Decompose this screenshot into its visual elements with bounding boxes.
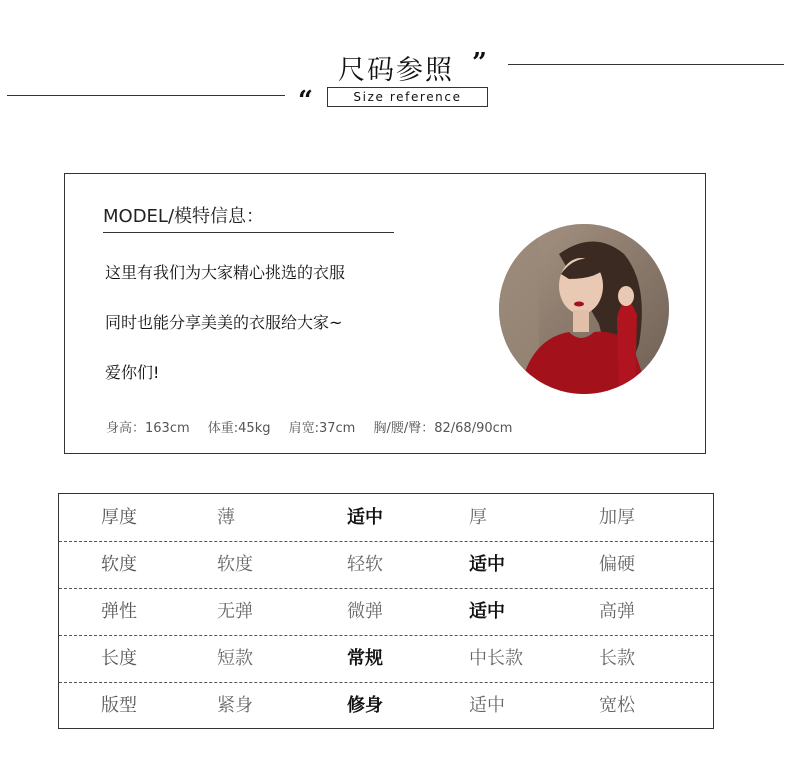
row-option: 宽松 [599,695,635,716]
row-option: 加厚 [599,507,635,528]
row-option: 适中 [347,507,383,528]
row-option: 修身 [347,695,383,716]
row-option: 无弹 [217,601,253,622]
model-heading: MODEL/模特信息： [103,206,265,227]
size-attribute-table [58,493,714,729]
table-row-fit [59,682,713,729]
row-label: 弹性 [101,601,137,622]
row-label: 厚度 [101,507,137,528]
row-option: 适中 [469,601,505,622]
model-heading-underline [103,232,394,233]
model-desc-line-3: 爱你们! [105,363,160,382]
close-quote-mark: ” [472,48,487,78]
table-row-softness [59,541,713,588]
table-row-elasticity [59,588,713,635]
row-option: 紧身 [217,695,253,716]
model-height: 身高：163cm [106,421,190,436]
row-option: 偏硬 [599,554,635,575]
row-option: 轻软 [347,554,383,575]
row-label: 版型 [101,695,137,716]
row-option: 薄 [217,507,235,528]
table-row-length [59,635,713,682]
header-rule-right [508,64,784,65]
row-option: 厚 [469,507,487,528]
table-row-thickness [59,494,713,541]
row-option: 中长款 [469,648,523,669]
model-photo-illustration [499,224,669,394]
row-option: 适中 [469,554,505,575]
row-option: 软度 [217,554,253,575]
row-option: 常规 [347,648,383,669]
row-option: 短款 [217,648,253,669]
row-option: 适中 [469,695,505,716]
model-weight: 体重:45kg [207,421,271,436]
model-desc-line-1: 这里有我们为大家精心挑选的衣服 [105,263,346,282]
open-quote-mark: “ [298,86,313,116]
model-shoulder: 肩宽:37cm [288,421,356,436]
model-stats [106,417,526,436]
page-title: 尺码参照 [338,55,454,86]
model-info-card [64,173,706,454]
row-option: 长款 [599,648,635,669]
model-bwh: 胸/腰/臀：82/68/90cm [373,421,513,436]
header-rule-left [7,95,285,96]
row-label: 长度 [101,648,137,669]
row-option: 高弹 [599,601,635,622]
row-option: 微弹 [347,601,383,622]
row-label: 软度 [101,554,137,575]
model-avatar [499,224,669,394]
subtitle-badge: Size reference [327,87,488,107]
model-desc-line-2: 同时也能分享美美的衣服给大家~ [105,313,343,332]
